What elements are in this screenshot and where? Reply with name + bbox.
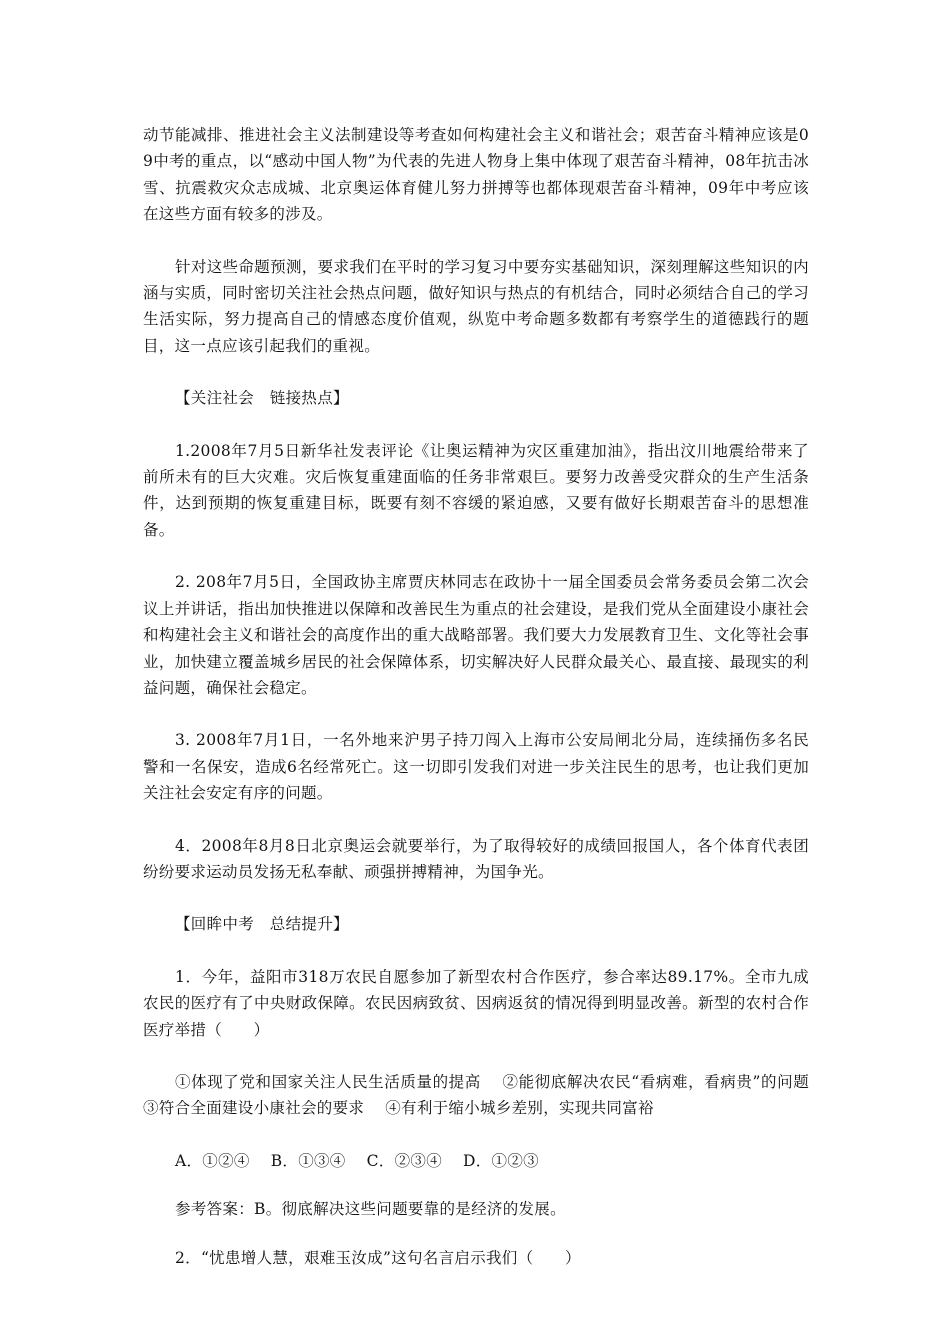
- hotspot-item-1: 1.2008年7月5日新华社发表评论《让奥运精神为灾区重建加油》，指出汶川地震给带来了前所未有的巨大灾难。灾后恢复重建面临的任务非常艰巨。要努力改善受灾群众的生产生活条件，达到预期的恢复重建目标，既要有刻不容缓的紧迫感，又要有做好长期艰苦奋斗的思想准备。: [143, 441, 809, 539]
- document-body: [143, 122, 825, 1271]
- paragraph-intro-continued: 动节能减排、推进社会主义法制建设等考查如何构建社会主义和谐社会；艰苦奋斗精神应该是09中考的重点，以“感动中国人物”为代表的先进人物身上集中体现了艰苦奋斗精神，08年抗击冰雪、抗震救灾众志成城、北京奥运体育健儿努力拼搏等也都体现艰苦奋斗精神，09年中考应该在这些方面有较多的涉及。: [143, 126, 809, 224]
- section-heading-review: 【回眸中考 总结提升】: [175, 915, 349, 934]
- paragraph-prediction: 针对这些命题预测，要求我们在平时的学习复习中要夯实基础知识，深刻理解这些知识的内涵与实质，同时密切关注社会热点问题，做好知识与热点的有机结合，同时必须结合自己的学习生活实际，努力提高自己的情感态度价值观，纵览中考命题多数都有考察学生的道德践行的题目，这一点应该引起我们的重视。: [143, 257, 809, 355]
- hotspot-item-4: 4．2008年8月8日北京奥运会就要举行，为了取得较好的成绩回报国人，各个体育代表团纷纷要求运动员发扬无私奉献、顽强拼搏精神，为国争光。: [143, 836, 809, 881]
- hotspot-item-2: 2. 208年7月5日，全国政协主席贾庆林同志在政协十一届全国委员会常务委员会第二次会议上并讲话，指出加快推进以保障和改善民生为重点的社会建设，是我们党从全面建设小康社会和构建社会主义和谐社会的高度作出的重大战略部署。我们要大力发展教育卫生、文化等社会事业，加快建立覆盖城乡居民的社会保障体系，切实解决好人民群众最关心、最直接、最现实的利益问题，确保社会稳定。: [143, 573, 809, 697]
- section-heading-hotspots: 【关注社会 链接热点】: [175, 389, 349, 408]
- question-1-answer: 参考答案：B。彻底解决这些问题要靠的是经济的发展。: [175, 1200, 566, 1219]
- question-2-stem: 2．“忧患增人慧，艰难玉汝成”这句名言启示我们（ ）: [175, 1248, 581, 1267]
- hotspot-item-3: 3. 2008年7月1日，一名外地来沪男子持刀闯入上海市公安局闸北分局，连续捅伤多名民警和一名保安，造成6名经常死亡。这一切即引发我们对进一步关注民生的思考，也让我们更加关注社会安定有序的问题。: [143, 731, 809, 803]
- question-1-statements: ①体现了党和国家关注人民生活质量的提高 ②能彻底解决农民“看病难，看病贵”的问题 ③符合全面建设小康社会的要求 ④有利于缩小城乡差别，实现共同富裕: [143, 1072, 825, 1118]
- question-1-options: A．①②④ B．①③④ C．②③④ D．①②③: [175, 1151, 539, 1170]
- question-1-stem: 1．今年，益阳市318万农民自愿参加了新型农村合作医疗，参合率达89.17%。全市九成农民的医疗有了中央财政保障。农民因病致贫、因病返贫的情况得到明显改善。新型的农村合作医疗举措（ ）: [143, 967, 809, 1039]
